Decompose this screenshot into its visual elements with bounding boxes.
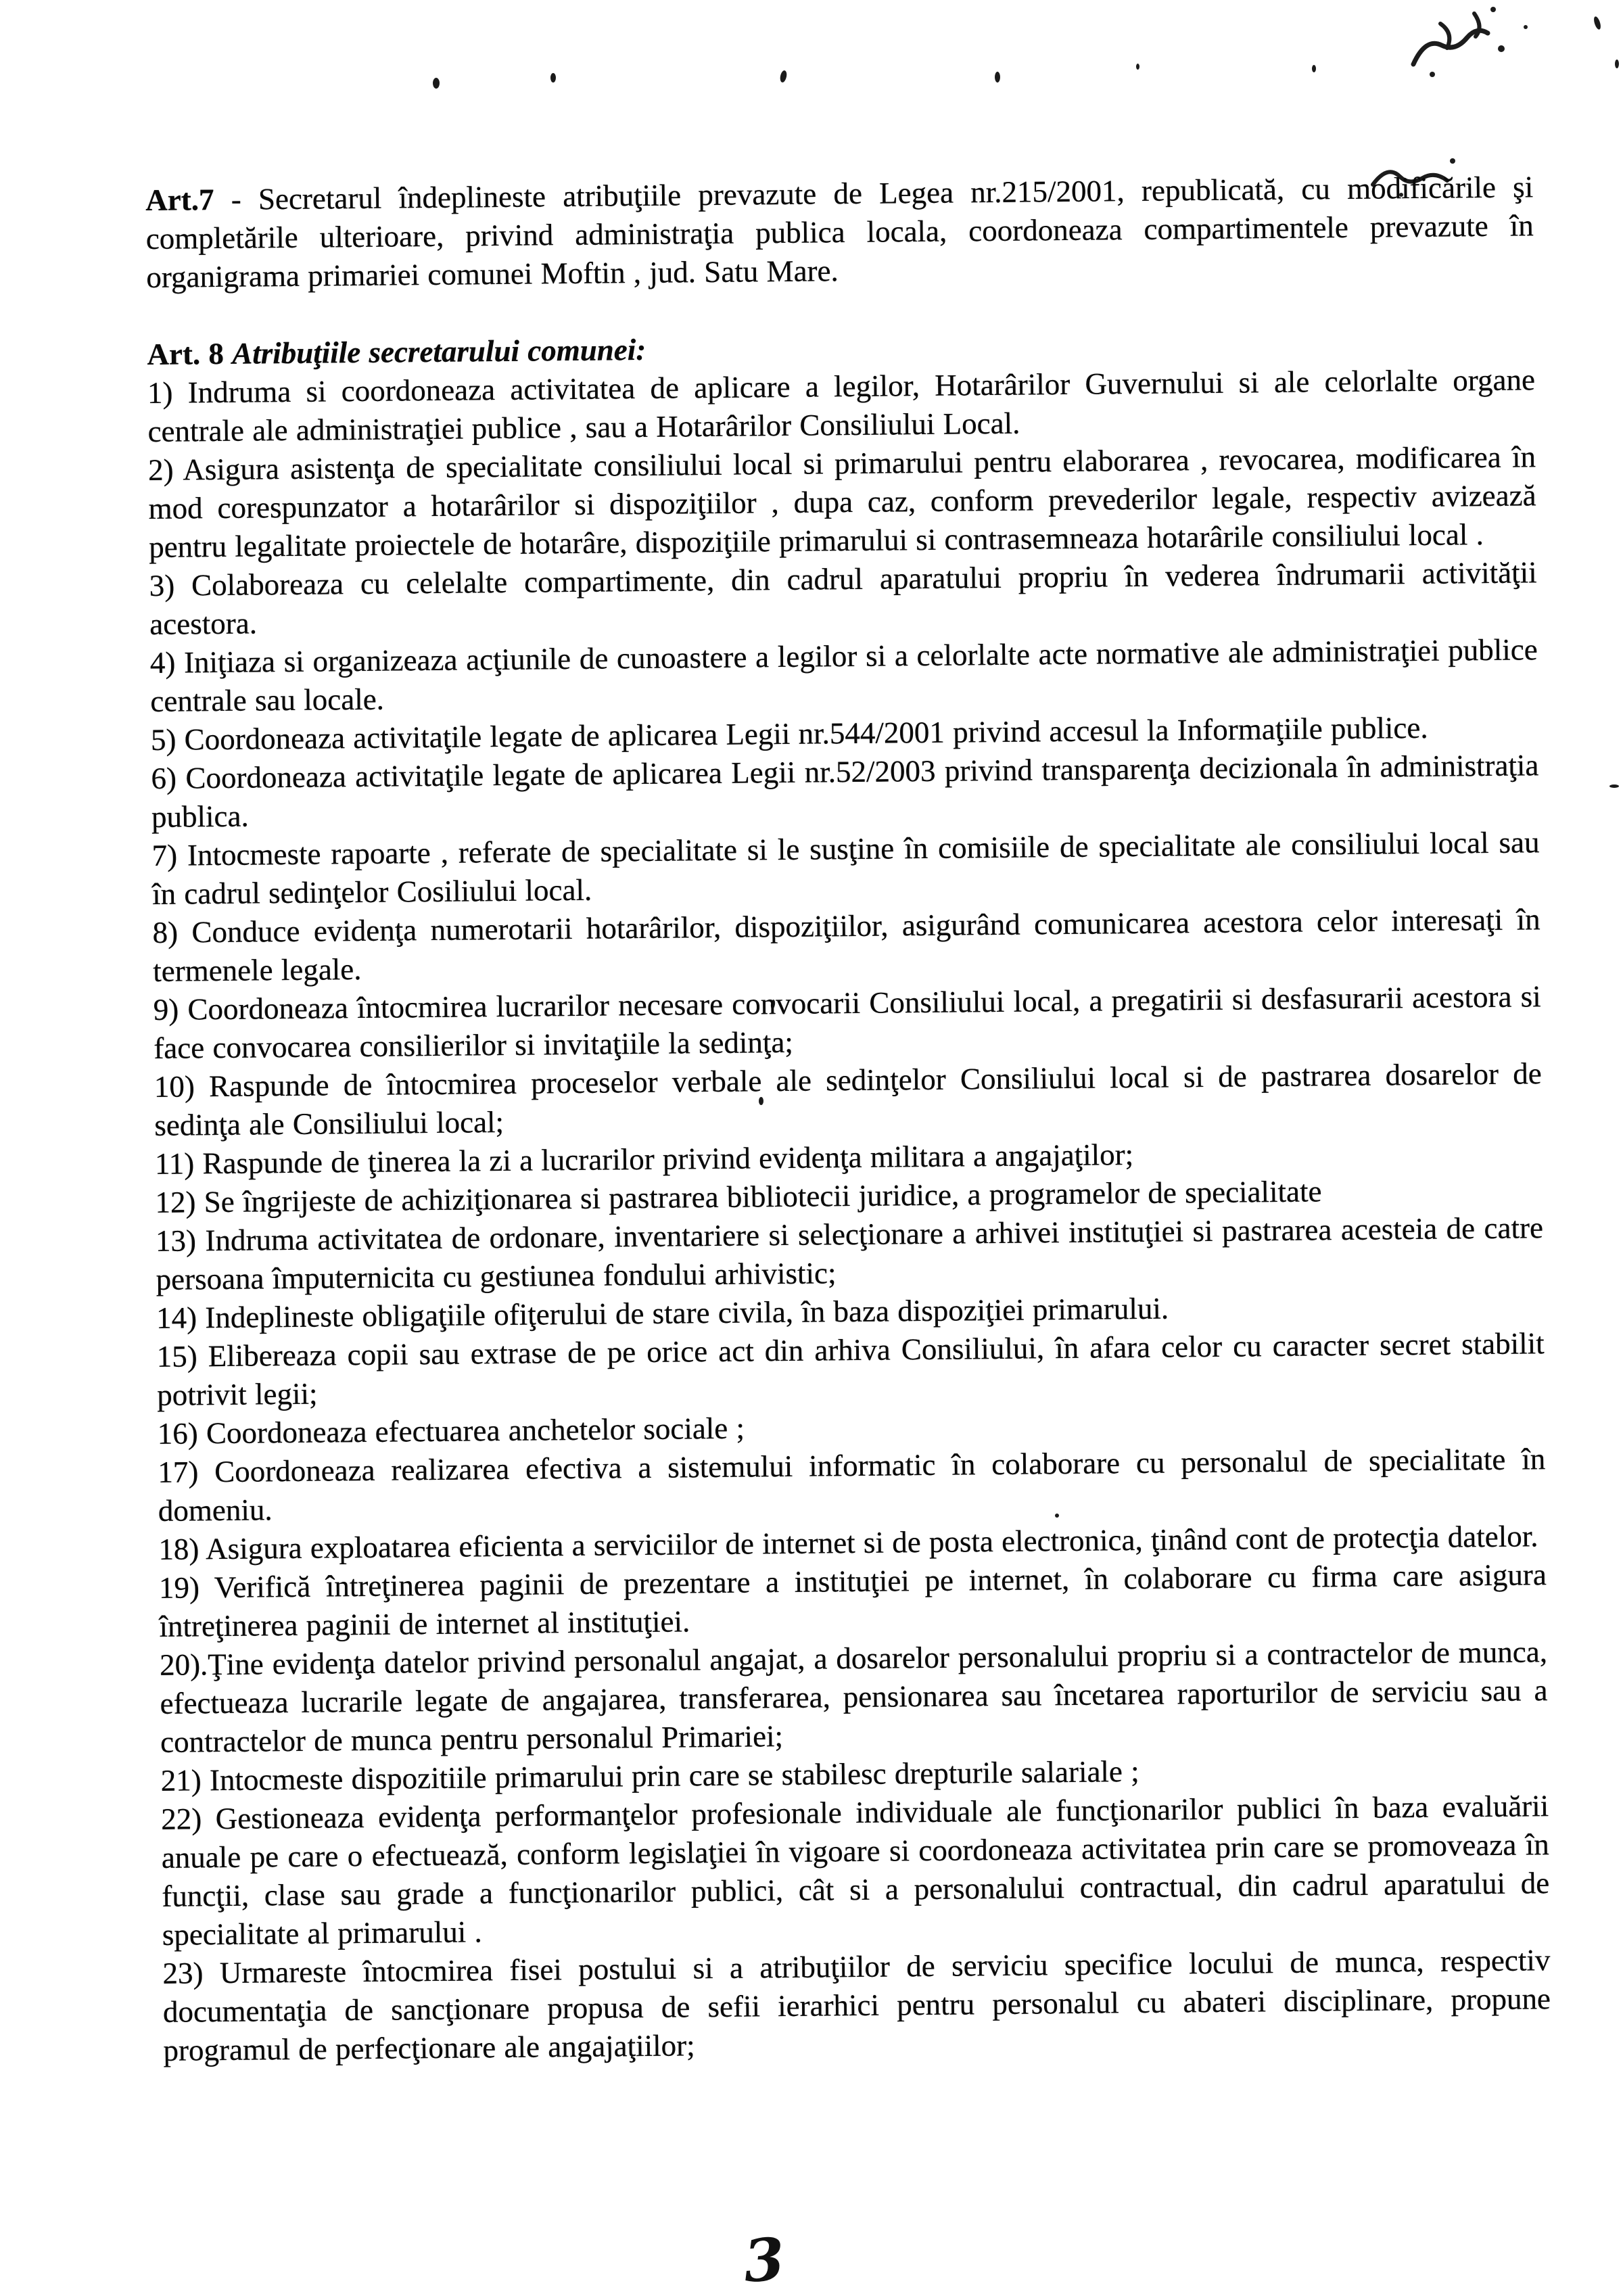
scan-speck [1609,784,1619,788]
scan-speck [433,78,440,89]
list-item-22: 22) Gestioneaza evidenţa performanţelor profesionale individuale ale funcţionarilor publici în baza evaluării anuale pe care o efectuează, conform legislaţiei în vigoare si coordoneaza activitatea prin care se promoveaza în funcţii, clase sau grade a funcţionarilor publici, cât si a personalului contractual, din cadrul aparatului de specialitate al primarului . [161,1789,1550,1952]
list-item-23: 23) Urmareste întocmirea fisei postului si a atribuţiilor de serviciu specifice locului de munca, respectiv documentaţia de sancţionare propusa de sefii ierarhici pentru personalul cu abateri disciplinare, propune programul de perfecţionare ale angajaţiilor; [162,1943,1551,2067]
paragraph-art7 [145,168,1534,297]
list-item-12: 12) Se îngrijeste de achiziţionarea si pastrarea bibliotecii juridice, a programelor de specialitate [155,1174,1322,1219]
list-item-9: 9) Coordoneaza întocmirea lucrarilor necesare convocarii Consiliului local, a pregatirii si desfasurarii acestora si face convocarea consilierilor si invitaţiile la sedinţa; [153,979,1541,1065]
list-item-6: 6) Coordoneaza activitaţile legate de aplicarea Legii nr.52/2003 privind transparenţa decizionala în administraţia publica. [151,748,1539,834]
list-item-1: 1) Indruma si coordoneaza activitatea de aplicare a legilor, Hotarârilor Guvernului si ale celorlalte organe centrale ale administraţiei publice , sau a Hotarârilor Consiliului Local. [147,362,1536,448]
list-item-4: 4) Iniţiaza si organizeaza acţiunile de cunoastere a legilor si a celorlalte acte normative ale administraţiei publice centrale sau locale. [149,632,1538,718]
list-item-7: 7) Intocmeste rapoarte , referate de specialitate si le susţine în comisiile de specialitate ale consiliului local sau în cadrul sedinţelor Cosiliului local. [151,825,1540,911]
list-item-5: 5) Coordoneaza activitaţile legate de aplicarea Legii nr.544/2001 privind accesul la Informaţiile publice. [150,710,1428,757]
list-item-8: 8) Conduce evidenţa numerotarii hotarârilor, dispoziţiilor, asigurând comunicarea acestora celor interesaţi în termenele legale. [152,902,1540,988]
list-item-20: 20).Ţine evidenţa datelor privind personalul angajat, a dosarelor personalului propriu si a contractelor de munca, efectueaza lucrarile legate de angajarea, transferarea, pensionarea sau încetarea raporturilor de serviciu sau a contractelor de munca pentru personalul Primariei; [159,1635,1548,1759]
list-item-3: 3) Colaboreaza cu celelalte compartimente, din cadrul aparatului propriu în vederea îndrumarii activităţii acestora. [149,555,1537,641]
list-item-11: 11) Raspunde de ţinerea la zi a lucrarilor privind evidenţa militara a angajaţilor; [154,1138,1134,1181]
list-item-10: 10) Raspunde de întocmirea proceselor verbale ale sedinţelor Consiliului local si de pastrarea dosarelor de sedinţa ale Consiliului local; [154,1056,1542,1142]
scan-speck [1136,64,1139,70]
art8-label: Art. 8 [147,336,225,371]
art7-label: Art.7 [145,183,214,217]
scan-speck [995,72,1000,83]
scan-speck [1312,65,1316,72]
scan-speck [550,73,556,83]
pen-scribble-icon [1393,0,1623,122]
list-item-18: 18) Asigura exploatarea eficienta a serviciilor de internet si de posta electronica, ţinând cont de protecţia datelor. [158,1519,1538,1566]
list-item-17: 17) Coordoneaza realizarea efectiva a sistemului informatic în colaborare cu personalul de specialitate în domeniu. [158,1442,1546,1528]
list-item-19: 19) Verifică întreţinerea paginii de prezentare a instituţiei pe internet, în colaborare cu firma care asigura întreţinerea paginii de internet al instituţiei. [158,1557,1547,1643]
list-item-14: 14) Indeplineste obligaţiile ofiţerului de stare civila, în baza dispoziţiei primarului. [156,1291,1169,1335]
list-item-21: 21) Intocmeste dispozitiile primarului prin care se stabilesc drepturile salariale ; [160,1754,1139,1798]
list-item-15: 15) Elibereaza copii sau extrase de pe orice act din arhiva Consiliului, în afara celor cu caracter secret stabilit potrivit legii; [156,1326,1545,1412]
list-item-2: 2) Asigura asistenţa de specialitate consiliului local si primarului pentru elaborarea , revocarea, modificarea în mod corespunzator a hotarârilor si dispoziţiilor , dupa caz, conform prevederilor legale, respectiv avizează pentru legalitate proiectele de hotarâre, dispoziţiile primarului si contrasemneaza hotarârile consiliului local . [147,440,1536,564]
art7-body: - Secretarul îndeplineste atribuţiile prevazute de Legea nr.215/2001, republicată, cu modificările şi completările ulterioare, privind administraţia publica locala, coordoneaza compartimentele prevazute în organigrama primariei comunei Moftin , jud. Satu Mare. [145,170,1534,294]
page-number: 3 [741,2225,787,2296]
list-item-16: 16) Coordoneaza efectuarea anchetelor sociale ; [157,1411,745,1451]
art8-title: Atribuţiile secretarului comunei: [231,332,646,371]
scan-speck [779,70,788,83]
text-block [145,168,1551,2070]
list-item-13: 13) Indruma activitatea de ordonare, inventariere si selecţionare a arhivei instituţiei si pastrarea acesteia de catre persoana împuternicita cu gestiunea fondului arhivistic; [155,1211,1544,1296]
